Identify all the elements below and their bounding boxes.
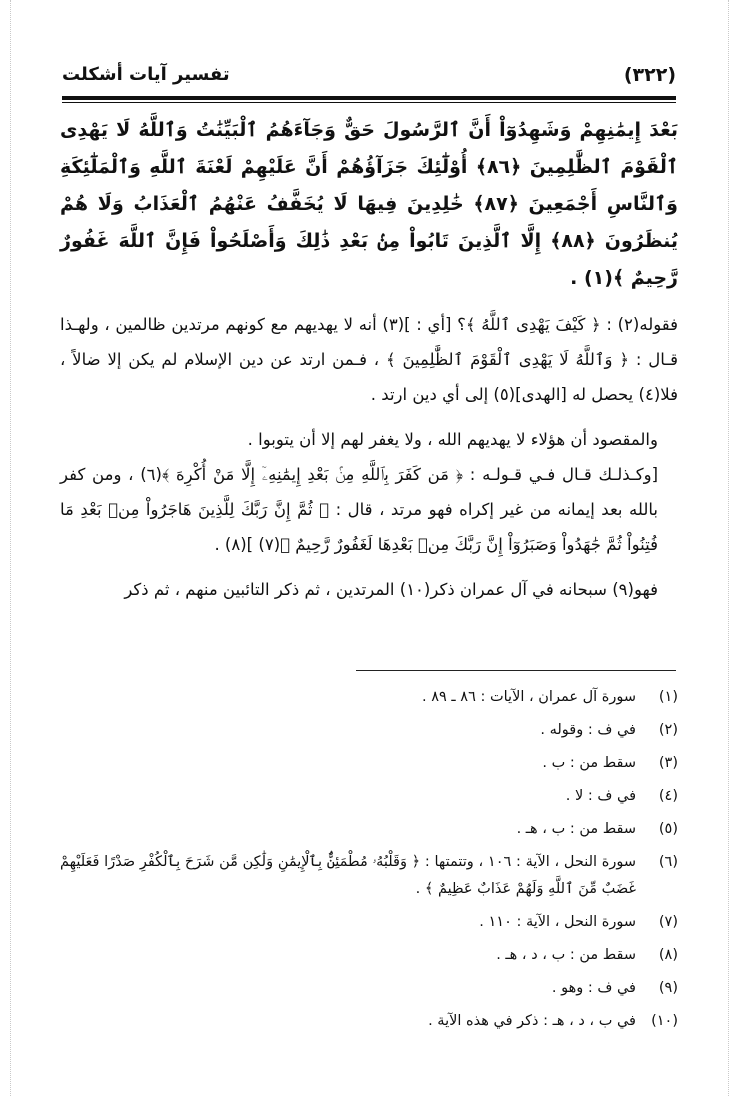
- header-rule-thin: [62, 102, 676, 103]
- footnote: [60, 717, 678, 750]
- footnote-text: سقط من : ب ، د ، هـ .: [496, 947, 636, 963]
- footnote-text: في ف : وقوله .: [540, 722, 636, 738]
- footnote-number: (٩): [658, 980, 678, 996]
- footnote-text: في ب ، د ، هـ : ذكر في هذه الآية .: [428, 1013, 636, 1029]
- footnote-text: سورة النحل ، الآية : ١١٠ .: [479, 914, 636, 930]
- quran-verse-block: [60, 112, 678, 297]
- footnote-text: في ف : وهو .: [551, 980, 636, 996]
- quran-line: فِيهَا لَا يُخَفَّفُ عَنْهُمُ ٱلْعَذَابُ وَلَا هُمْ يُنظَرُونَ ﴿٨٨﴾ إِلَّا ٱلَّذِينَ تَابُواْ مِنۢ بَعْدِ ذَٰلِكَ وَأَصْلَحُواْ: [60, 193, 678, 252]
- footnote-number: (١): [658, 689, 678, 705]
- paragraph: فهو(٩) سبحانه في آل عمران ذكر(١٠) المرتدين ، ثم ذكر التائبين منهم ، ثم ذكر: [124, 580, 658, 599]
- footnote: [60, 750, 678, 783]
- quran-line: ﴿٨٦﴾ أُوْلَٰٓئِكَ جَزَآؤُهُمْ أَنَّ عَلَيْهِمْ لَعْنَةَ ٱللَّهِ وَٱلْمَلَٰٓئِكَةِ وَٱلنَّاسِ أَجْمَعِينَ ﴿٨٧﴾ خَٰلِدِينَ: [60, 156, 678, 215]
- footnote-text: سقط من : ب .: [542, 755, 636, 771]
- running-title: تفسير آيات أشكلت: [62, 64, 230, 85]
- footnote-number: (٦): [658, 854, 678, 870]
- footnote: [60, 849, 678, 909]
- footnote: [60, 909, 678, 942]
- footnote: [60, 1008, 678, 1041]
- footnote-separator: [356, 670, 676, 671]
- page-header: [62, 62, 676, 92]
- footnote-text: سورة آل عمران ، الآيات : ٨٦ ـ ٨٩ .: [422, 689, 636, 705]
- footnote: [60, 816, 678, 849]
- footnote-text: سقط من : ب ، هـ .: [516, 821, 636, 837]
- quran-line: بَعْدَ إِيمَٰنِهِمْ وَشَهِدُوٓاْ أَنَّ ٱلرَّسُولَ حَقٌّ وَجَآءَهُمُ ٱلْبَيِّنَٰتُ وَٱللَّهُ لَا يَهْدِى ٱلْقَوْمَ ٱلظَّٰلِمِينَ: [60, 119, 678, 178]
- paragraph: [وكـذلـك قـال فـي قـولـه : ﴿ مَن كَفَرَ بِٱللَّهِ مِنۢ بَعْدِ إِيمَٰنِهِۦٓ إِلَّا مَنْ أُكْرِهَ ﴾(٦) ، ومن كفر بالله بعد إيمانه من غير إكراه فهو مرتد ، قال : ﴿ ثُمَّ إِنَّ رَبَّكَ لِلَّذِينَ هَاجَرُواْ مِنۢ بَعْدِ مَا فُتِنُواْ ثُمَّ جَٰهَدُواْ وَصَبَرُوٓاْ إِنَّ رَبَّكَ مِنۢ بَعْدِهَا لَغَفُورٌ رَّحِيمٌ ﴾(٧) ](٨) .: [60, 465, 659, 554]
- footnote-text: سورة النحل ، الآية : ١٠٦ ، وتتمتها : ﴿ وَقَلْبُهُۥ مُطْمَئِنٌّۢ بِٱلْإِيمَٰنِ وَلَٰكِن مَّن شَرَحَ بِٱلْكُفْرِ صَدْرًا فَعَلَيْهِمْ غَضَبٌ مِّنَ ٱللَّهِ وَلَهُمْ عَذَابٌ عَظِيمٌ ﴾ .: [60, 854, 636, 897]
- footnote-number: (١٠): [651, 1013, 678, 1029]
- footnote: [60, 975, 678, 1008]
- footnote-number: (٥): [658, 821, 678, 837]
- footnote-number: (٧): [658, 914, 678, 930]
- footnote-number: (٣): [658, 755, 678, 771]
- footnotes: [60, 684, 678, 1041]
- page-number: (٣٢٢): [623, 64, 676, 86]
- footnote-number: (٢): [658, 722, 678, 738]
- footnote-number: (٤): [658, 788, 678, 804]
- scan-edge-right: [728, 0, 729, 1096]
- paragraph: فقوله(٢) : ﴿ كَيْفَ يَهْدِى ٱللَّهُ ﴾؟ [أي : ](٣) أنه لا يهديهم مع كونهم مرتدين ظالمين ، ولهـذا قـال : ﴿ وَٱللَّهُ لَا يَهْدِى ٱلْقَوْمَ ٱلظَّٰلِمِينَ ﴾ ، فـمن ارتد عن دين الإسلام لم يكن إلا ضالاً ، فلا(٤) يحصل له [الهدى](٥) إلى أي دين ارتد .: [60, 315, 678, 404]
- header-rule-thick: [62, 96, 676, 100]
- paragraph: والمقصود أن هؤلاء لا يهديهم الله ، ولا يغفر لهم إلا أن يتوبوا .: [247, 430, 658, 449]
- footnote: [60, 684, 678, 717]
- scan-edge-left: [10, 0, 11, 1096]
- footnote: [60, 942, 678, 975]
- quran-line: فَإِنَّ ٱللَّهَ غَفُورٌ رَّحِيمٌ ﴾(١) .: [60, 230, 678, 289]
- footnote-number: (٨): [658, 947, 678, 963]
- main-text: [60, 112, 678, 607]
- footnote-text: في ف : لا .: [565, 788, 636, 804]
- footnote: [60, 783, 678, 816]
